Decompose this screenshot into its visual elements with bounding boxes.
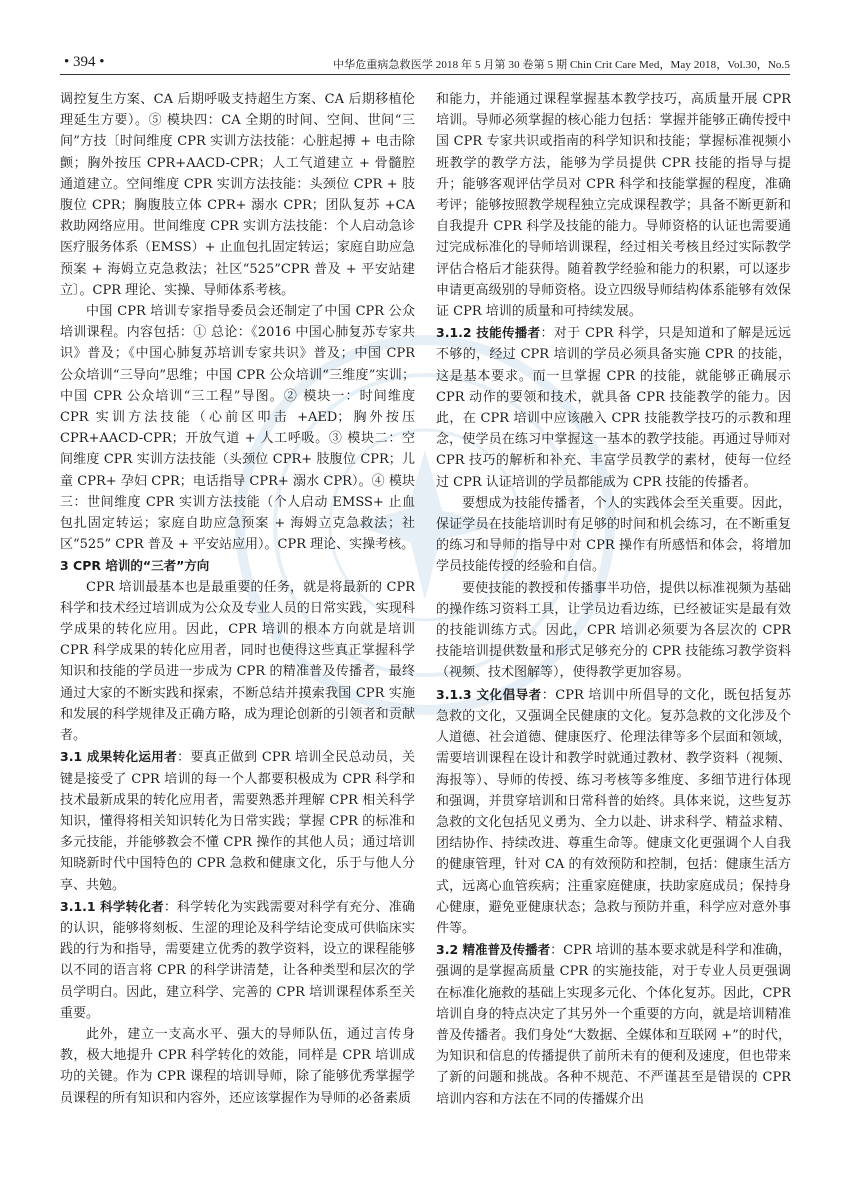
paragraph-text: ：对于 CPR 科学，只是知道和了解是远远不够的，经过 CPR 培训的学员必须具备实施 CPR 的技能，这是基本要求。而一旦掌握 CPR 的技能，就能够正确展示 CPR 动作的要领和技术，就具备 CPR 技能教学的能力。因此，在 CPR 培训中应该融入 CPR 技能教学技巧的示教和理念，使学员在练习中掌握这一基本的教学技能。再通过导师对 CPR 技巧的解析和补充、丰富学员教学的素材，使每一位经过 CPR 认证培训的学员都能成为 CPR 技能的传播者。 — [436, 326, 791, 490]
paragraph-text: ：CPR 培训中所倡导的文化，既包括复苏急救的文化，又强调全民健康的文化。复苏急救的文化涉及个人道德、社会道德、健康医疗、伦理法律等多个层面和领域，需要培训课程在设计和教学时就通过教材、教学资料（视频、海报等）、导师的传授、练习考核等多维度、多细节进行体现和强调，并贯穿培训和日常科普的始终。具体来说，这些复苏急救的文化包括见义勇为、全力以赴、讲求科学、精益求精、团结协作、持续改进、尊重生命等。健康文化更强调个人自我的健康管理，针对 CA 的有效预防和控制，包括：健康生活方式，远离心血管疾病；注重家庭健康，扶助家庭成员；保持身心健康，避免亚健康状态；急救与预防并重，科学应对意外事件等。 — [436, 687, 791, 936]
left-column — [60, 89, 415, 1149]
page-number: • 394 • — [64, 54, 105, 70]
paragraph: 此外，建立一支高水平、强大的导师队伍，通过言传身教，极大地提升 CPR 科学转化的效能，同样是 CPR 培训成功的关键。作为 CPR 课程的培训导师，除了能够优秀掌握学员课程的所有知识和内容外，还应该掌握作为导师的必备素质 — [60, 1026, 415, 1106]
subsection-heading-3-1-1: 3.1.1 科学转化者 — [60, 898, 164, 914]
paragraph-text: ：科学转化为实践需要对科学有充分、准确的认识，能够将刻板、生涩的理论及科学结论变成可供临床实践的行为和指导，需要建立优秀的教学资料，设立的课程能够以不同的语言将 CPR 的科学讲清楚，让各种类型和层次的学员学明白。因此，建立科学、完善的 CPR 培训课程体系至关重要。 — [60, 899, 415, 1021]
paragraph-3-1-2 — [436, 322, 791, 493]
journal-citation: 中华危重病急救医学 2018 年 5 月第 30 卷第 5 期 Chin Crit Care Med，May 2018，Vol.30，No.5 — [333, 59, 790, 71]
paragraph: 中国 CPR 培训专家指导委员会还制定了中国 CPR 公众培训课程。内容包括：① 总论：《2016 中国心肺复苏专家共识》普及；《中国心肺复苏培训专家共识》普及；中国 CPR 公众培训“三导向”思维；中国 CPR 公众培训“三维度”实训；中国 CPR 公众培训“三工程”导图。② 模块一：时间维度 CPR 实训方法技能（心前区叩击 +AED；胸外按压 CPR+AACD-CPR；开放气道 + 人工呼吸。③ 模块二：空间维度 CPR 实训方法技能（头颈位 CPR+ 肢腹位 CPR；儿童 CPR+ 孕妇 CPR；电话指导 CPR+ 溺水 CPR）。④ 模块三：世间维度 CPR 实训方法技能（个人启动 EMSS+ 止血包扎固定转运；家庭自助应急预案 + 海姆立克急救法；社区“525” CPR 普及 + 平安站应用）。CPR 理论、实操考核。 — [60, 304, 415, 553]
right-column — [436, 89, 791, 1149]
paragraph: CPR 培训最基本也是最重要的任务，就是将最新的 CPR 科学和技术经过培训成为公众及专业人员的日常实践，实现科学成果的转化应用。因此，CPR 培训的根本方向就是培训 CPR 科学成果的转化应用者，同时也使得这些真正掌握科学知识和技能的学员进一步成为 CPR 的精准普及传播者，最终通过大家的不断实践和探索，不断总结并摸索我国 CPR 实施和发展的科学规律及正确方略，成为理论创新的引领者和贡献者。 — [60, 579, 415, 744]
paragraph: 和能力，并能通过课程掌握基本教学技巧，高质量开展 CPR 培训。导师必须掌握的核心能力包括：掌握并能够正确传授中国 CPR 专家共识或指南的科学知识和技能；掌握标准视频小班教学的教学方法，能够为学员提供 CPR 技能的指导与提升；能够客观评估学员对 CPR 科学和技能掌握的程度，准确考评；能够按照教学规程独立完成课程教学；具备不断更新和自我提升 CPR 科学及技能的能力。导师资格的认证也需要通过完成标准化的导师培训课程，经过相关考核且经过实际教学评估合格后才能获得。随着教学经验和能力的积累，可以逐步申请更高级别的导师资格。设立四级导师结构体系能够有效保证 CPR 培训的质量和可持续发展。 — [436, 92, 791, 320]
paragraph-3-1-1 — [60, 896, 415, 1024]
paragraph: 要想成为技能传播者，个人的实践体会至关重要。因此，保证学员在技能培训时有足够的时间和机会练习，在不断重复的练习和导师的指导中对 CPR 操作有所感悟和体会，将增加学员技能传授的经验和自信。 — [436, 495, 791, 575]
subsection-heading-3-2: 3.2 精准普及传播者 — [436, 942, 551, 958]
paragraph: 调控复生方案、CA 后期呼吸支持超生方案、CA 后期移植伦理延生方要）。⑤ 模块四：CA 全期的时间、空间、世间“三间”方技〔时间维度 CPR 实训方法技能：心脏起搏 + 电击除颤；胸外按压 CPR+AACD-CPR；人工气道建立 + 骨髓腔通道建立。空间维度 CPR 实训方法技能：头颈位 CPR + 肢腹位 CPR；胸腹肢立体 CPR+ 溺水 CPR；团队复苏 +CA 救助网络应用。世间维度 CPR 实训方法技能：个人启动急诊医疗服务体系（EMSS）+ 止血包扎固定转运；家庭自助应急预案 + 海姆立克急救法；社区“525”CPR 普及 + 平安站建立〕。CPR 理论、实操、导师体系考核。 — [60, 92, 415, 298]
section-heading-3: 3 CPR 培训的“三者”方向 — [60, 558, 210, 574]
subsection-heading-3-1-3: 3.1.3 文化倡导者 — [436, 686, 542, 702]
paragraph-text: ：CPR 培训的基本要求就是科学和准确，强调的是掌握高质量 CPR 的实施技能，对于专业人员更强调在标准化施救的基础上实现多元化、个体化复苏。因此，CPR 培训自身的特点决定了其另外一个重要的方向，就是培训精准普及传播者。我们身处“大数据、全媒体和互联网 +”的时代，为知识和信息的传播提供了前所未有的便利及速度，但也带来了新的问题和挑战。各种不规范、不严谨甚至是错误的 CPR 培训内容和方法在不同的传播媒介出 — [436, 943, 791, 1107]
subsection-heading-3-1: 3.1 成果转化运用者 — [60, 749, 178, 765]
paragraph-3-1 — [60, 746, 415, 895]
running-header — [60, 52, 790, 75]
paragraph-text: ：要真正做到 CPR 培训全民总动员，关键是接受了 CPR 培训的每一个人都要积极成为 CPR 科学和技术最新成果的转化应用者，需要熟悉并理解 CPR 相关科学知识，懂得将相关知识转化为日常实践；掌握 CPR 的标准和多元技能，并能够教会不懂 CPR 操作的其他人员；通过培训知晓新时代中国特色的 CPR 急救和健康文化，乐于与他人分享、共勉。 — [60, 750, 415, 893]
subsection-heading-3-1-2: 3.1.2 技能传播者 — [436, 325, 541, 341]
paragraph-3-1-3 — [436, 684, 791, 939]
paragraph: 要使技能的教授和传播事半功倍，提供以标准视频为基础的操作练习资料工具，让学员边看边练，已经被证实是最有效的技能训练方式。因此，CPR 培训必须要为各层次的 CPR 技能培训提供数量和形式足够充分的 CPR 技能练习教学资料（视频、技术图解等），使得教学更加容易。 — [436, 580, 791, 681]
paragraph-3-2 — [436, 939, 791, 1110]
